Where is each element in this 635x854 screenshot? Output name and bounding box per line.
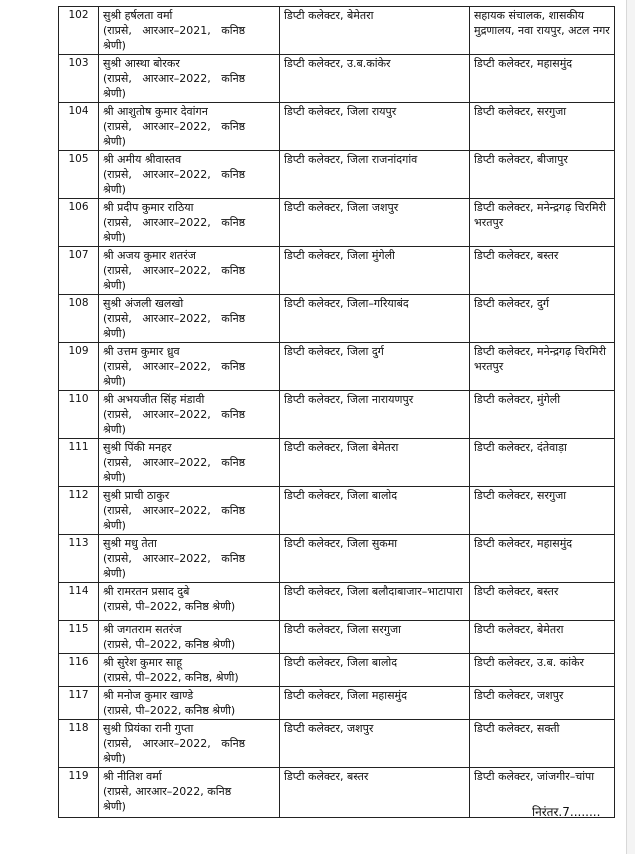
current-posting: डिप्टी कलेक्टर, जिला नारायणपुर [280,391,470,439]
new-posting: डिप्टी कलेक्टर, सरगुजा [470,487,615,535]
new-posting: डिप्टी कलेक्टर, मनेन्द्रगढ़ चिरमिरी भरतपुर [470,343,615,391]
service-category: (राप्रसे, आरआर–2022, कनिष्ठ [103,120,246,133]
current-posting: डिप्टी कलेक्टर, उ.ब.कांकेर [280,55,470,103]
officer-name: सुश्री प्रियंका रानी गुप्ता [103,722,194,735]
service-category-cont: श्रेणी) [103,519,126,532]
officer-name: श्री अजय कुमार शतरंज [103,249,196,262]
table-row [59,343,615,391]
officer-name: श्री रामरतन प्रसाद दुबे [103,585,190,598]
current-posting: डिप्टी कलेक्टर, जिला महासमुंद [280,687,470,720]
service-category: (राप्रसे, आरआर–2022, कनिष्ठ [103,312,246,325]
officer-name: सुश्री पिंकी मनहर [103,441,172,454]
service-category: (राप्रसे, आरआर–2021, कनिष्ठ [103,24,246,37]
service-category: (राप्रसे, पी–2022, कनिष्ठ श्रेणी) [103,638,236,651]
service-category-cont: श्रेणी) [103,327,126,340]
officer-name: सुश्री मधु तेता [103,537,157,550]
current-posting: डिप्टी कलेक्टर, जिला दुर्ग [280,343,470,391]
service-category-cont: श्रेणी) [103,87,126,100]
serial-number: 113 [59,535,99,583]
new-posting: डिप्टी कलेक्टर, बेमेतरा [470,621,615,654]
current-posting: डिप्टी कलेक्टर, जिला मुंगेली [280,247,470,295]
new-posting: डिप्टी कलेक्टर, दंतेवाड़ा [470,439,615,487]
table-row [59,654,615,687]
serial-number: 105 [59,151,99,199]
new-posting: डिप्टी कलेक्टर, जांजगीर–चांपा [470,768,615,818]
officer-cell [99,151,280,199]
service-category: (राप्रसे, पी–2022, कनिष्ठ श्रेणी) [103,704,236,717]
current-posting: डिप्टी कलेक्टर, बेमेतरा [280,7,470,55]
table-row [59,7,615,55]
table-row [59,151,615,199]
officer-cell [99,391,280,439]
table-row [59,295,615,343]
transfer-table-body [59,7,615,818]
new-posting: डिप्टी कलेक्टर, मुंगेली [470,391,615,439]
officer-cell [99,295,280,343]
continued-marker: निरंतर.7........ [532,805,601,819]
new-posting: डिप्टी कलेक्टर, सक्ती [470,720,615,768]
new-posting: डिप्टी कलेक्टर, बीजापुर [470,151,615,199]
service-category-cont: श्रेणी) [103,752,126,765]
officer-cell [99,7,280,55]
current-posting: डिप्टी कलेक्टर, जिला सुकमा [280,535,470,583]
officer-name: श्री नीतिश वर्मा [103,770,162,783]
officer-name: सुश्री आस्था बोरकर [103,57,180,70]
officer-name: श्री मनोज कुमार खाण्डे [103,689,194,702]
table-row [59,55,615,103]
current-posting: डिप्टी कलेक्टर, जिला बालोद [280,487,470,535]
officer-cell [99,654,280,687]
new-posting: डिप्टी कलेक्टर, सरगुजा [470,103,615,151]
officer-name: श्री अभयजीत सिंह मंडावी [103,393,205,406]
new-posting: डिप्टी कलेक्टर, महासमुंद [470,55,615,103]
officer-name: श्री आशुतोष कुमार देवांगन [103,105,208,118]
service-category: (राप्रसे, आरआर–2022, कनिष्ठ [103,408,246,421]
officer-cell [99,103,280,151]
serial-number: 109 [59,343,99,391]
officer-cell [99,199,280,247]
service-category: (राप्रसे, आरआर–2022, कनिष्ठ [103,216,246,229]
serial-number: 117 [59,687,99,720]
new-posting: डिप्टी कलेक्टर, मनेन्द्रगढ़ चिरमिरी भरतपुर [470,199,615,247]
service-category-cont: श्रेणी) [103,279,126,292]
new-posting: डिप्टी कलेक्टर, उ.ब. कांकेर [470,654,615,687]
serial-number: 104 [59,103,99,151]
officer-name: श्री अमीय श्रीवास्तव [103,153,182,166]
officer-cell [99,535,280,583]
officer-cell [99,439,280,487]
current-posting: डिप्टी कलेक्टर, जिला राजनांदगांव [280,151,470,199]
serial-number: 112 [59,487,99,535]
service-category: (राप्रसे, आरआर–2022, कनिष्ठ [103,737,246,750]
officer-cell [99,487,280,535]
table-row [59,687,615,720]
serial-number: 110 [59,391,99,439]
officer-name: श्री जगतराम सतरंज [103,623,182,636]
service-category-cont: श्रेणी) [103,471,126,484]
service-category: (राप्रसे, पी–2022, कनिष्ठ श्रेणी) [103,600,236,613]
service-category-cont: श्रेणी) [103,183,126,196]
transfer-table [58,6,615,818]
current-posting: डिप्टी कलेक्टर, जिला बेमेतरा [280,439,470,487]
table-row [59,247,615,295]
serial-number: 111 [59,439,99,487]
new-posting: डिप्टी कलेक्टर, बस्तर [470,583,615,621]
serial-number: 102 [59,7,99,55]
officer-cell [99,343,280,391]
officer-cell [99,768,280,818]
serial-number: 114 [59,583,99,621]
table-row [59,103,615,151]
officer-name: श्री प्रदीप कुमार राठिया [103,201,194,214]
officer-cell [99,720,280,768]
current-posting: डिप्टी कलेक्टर, जिला जशपुर [280,199,470,247]
service-category: (राप्रसे, आरआर–2022, कनिष्ठ [103,785,232,798]
table-row [59,487,615,535]
current-posting: डिप्टी कलेक्टर, जशपुर [280,720,470,768]
service-category: (राप्रसे, आरआर–2022, कनिष्ठ [103,504,246,517]
service-category: (राप्रसे, आरआर–2022, कनिष्ठ [103,168,246,181]
service-category-cont: श्रेणी) [103,375,126,388]
table-row [59,621,615,654]
table-row [59,199,615,247]
table-row [59,720,615,768]
table-row [59,439,615,487]
serial-number: 103 [59,55,99,103]
new-posting: डिप्टी कलेक्टर, जशपुर [470,687,615,720]
serial-number: 116 [59,654,99,687]
current-posting: डिप्टी कलेक्टर, जिला रायपुर [280,103,470,151]
officer-cell [99,583,280,621]
new-posting: डिप्टी कलेक्टर, बस्तर [470,247,615,295]
service-category: (राप्रसे, पी–2022, कनिष्ठ, श्रेणी) [103,671,239,684]
current-posting: डिप्टी कलेक्टर, जिला बालोद [280,654,470,687]
current-posting: डिप्टी कलेक्टर, जिला–गरियाबंद [280,295,470,343]
serial-number: 119 [59,768,99,818]
serial-number: 115 [59,621,99,654]
officer-name: श्री सुरेश कुमार साहू [103,656,183,669]
table-row [59,391,615,439]
officer-name: सुश्री हर्षलता वर्मा [103,9,173,22]
officer-cell [99,687,280,720]
serial-number: 107 [59,247,99,295]
service-category: (राप्रसे, आरआर–2022, कनिष्ठ [103,552,246,565]
serial-number: 106 [59,199,99,247]
new-posting: डिप्टी कलेक्टर, महासमुंद [470,535,615,583]
service-category-cont: श्रेणी) [103,800,126,813]
officer-cell [99,55,280,103]
service-category: (राप्रसे, आरआर–2022, कनिष्ठ [103,456,246,469]
table-row [59,583,615,621]
service-category: (राप्रसे, आरआर–2022, कनिष्ठ [103,360,246,373]
officer-cell [99,621,280,654]
officer-name: सुश्री प्राची ठाकुर [103,489,170,502]
service-category-cont: श्रेणी) [103,135,126,148]
table-row [59,535,615,583]
service-category-cont: श्रेणी) [103,567,126,580]
new-posting: सहायक संचालक, शासकीय मुद्रणालय, नवा रायपुर, अटल नगर [470,7,615,55]
current-posting: डिप्टी कलेक्टर, जिला बलौदाबाजार–भाटापारा [280,583,470,621]
serial-number: 108 [59,295,99,343]
service-category-cont: श्रेणी) [103,423,126,436]
service-category: (राप्रसे, आरआर–2022, कनिष्ठ [103,72,246,85]
officer-name: श्री उत्तम कुमार ध्रुव [103,345,180,358]
current-posting: डिप्टी कलेक्टर, जिला सरगुजा [280,621,470,654]
officer-name: सुश्री अंजली खलखो [103,297,184,310]
current-posting: डिप्टी कलेक्टर, बस्तर [280,768,470,818]
new-posting: डिप्टी कलेक्टर, दुर्ग [470,295,615,343]
service-category-cont: श्रेणी) [103,231,126,244]
service-category: (राप्रसे, आरआर–2022, कनिष्ठ [103,264,246,277]
serial-number: 118 [59,720,99,768]
service-category-cont: श्रेणी) [103,39,126,52]
officer-cell [99,247,280,295]
